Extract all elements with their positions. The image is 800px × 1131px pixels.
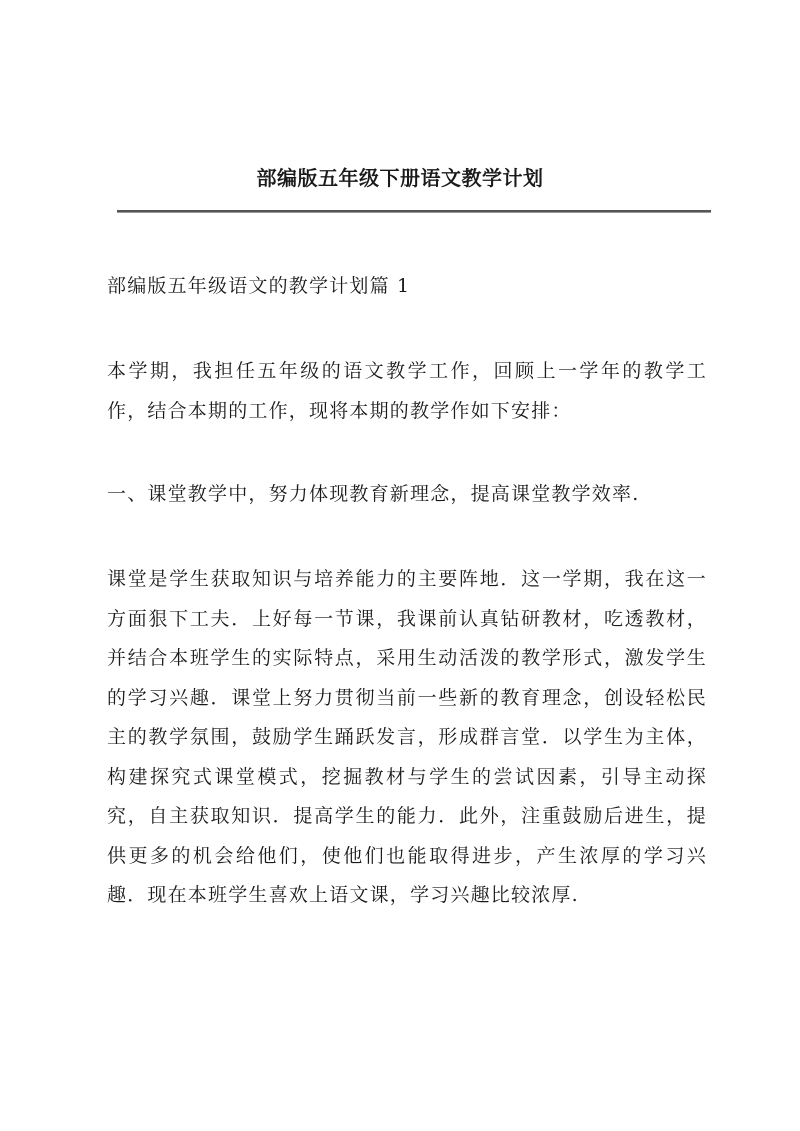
section-subtitle: 部编版五年级语文的教学计划篇 1 — [107, 275, 411, 297]
intro-paragraph: 本学期，我担任五年级的语文教学工作，回顾上一学年的教学工作，结合本期的工作，现将本期的教学作如下安排： — [107, 360, 707, 422]
title-divider — [117, 210, 711, 213]
section-heading: 一、课堂教学中，努力体现教育新理念，提高课堂教学效率. — [107, 483, 640, 505]
body-paragraph: 课堂是学生获取知识与培养能力的主要阵地．这一学期，我在这一方面狠下工夫．上好每一节课，我课前认真钻研教材，吃透教材，并结合本班学生的实际特点，采用生动活泼的教学形式，激发学生的学习兴趣．课堂上努力贯彻当前一些新的教育理念，创设轻松民主的教学氛围，鼓励学生踊跃发言，形成群言堂．以学生为主体，构建探究式课堂模式，挖掘教材与学生的尝试因素，引导主动探究，自主获取知识．提高学生的能力．此外，注重鼓励后进生，提供更多的机会给他们，使他们也能取得进步，产生浓厚的学习兴趣．现在本班学生喜欢上语文课，学习兴趣比较浓厚. — [107, 568, 707, 906]
document-title: 部编版五年级下册语文教学计划 — [256, 166, 544, 190]
